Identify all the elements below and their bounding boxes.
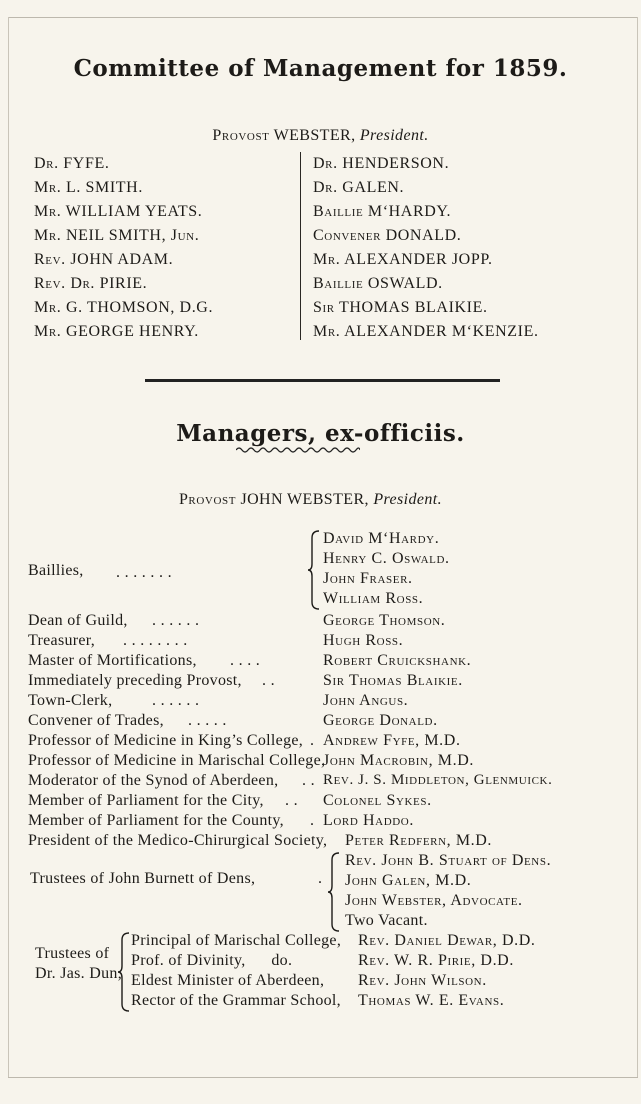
leader-dots: . . . . . — [188, 712, 227, 729]
office-label: Town-Clerk, — [28, 692, 113, 709]
burnett-trustee: Rev. John B. Stuart of Dens. — [345, 852, 552, 869]
leader-dots: . . . . . . — [152, 692, 200, 709]
office-holder: Rev. J. S. Middleton, Glenmuick. — [323, 772, 553, 788]
baillie-name: John Fraser. — [323, 570, 413, 587]
dun-trustee-role: Prof. of Divinity, do. — [131, 952, 293, 969]
leader-dots: . . — [262, 672, 275, 689]
committee-president-prefix: Provost — [212, 127, 270, 144]
wavy-ornament — [236, 446, 360, 454]
left-brace-icon — [307, 530, 321, 610]
managers-president-name: JOHN WEBSTER, — [236, 491, 374, 508]
committee-member: Baillie M‘HARDY. — [313, 203, 452, 220]
managers-president-role: President. — [373, 491, 443, 508]
dun-trustee-role: Principal of Marischal College, — [131, 932, 342, 949]
office-holder: Andrew Fyfe, M.D. — [323, 732, 461, 749]
page-border-bottom — [8, 1077, 638, 1078]
committee-member: Dr. FYFE. — [34, 155, 110, 172]
leader-dots: . . . . . . . — [116, 564, 172, 581]
leader-dots: . — [318, 870, 323, 887]
baillie-name: David M‘Hardy. — [323, 530, 440, 547]
dun-trustee-holder: Thomas W. E. Evans. — [358, 992, 505, 1009]
section-rule — [145, 379, 500, 382]
committee-president-role: President. — [359, 127, 429, 144]
dun-trustees-label: Dr. Jas. Dun, — [35, 965, 123, 982]
leader-dots: . . . . — [230, 652, 261, 669]
committee-member: Mr. G. THOMSON, D.G. — [34, 299, 214, 316]
office-holder: Robert Cruickshank. — [323, 652, 472, 669]
committee-president-name: WEBSTER, — [269, 127, 360, 144]
burnett-trustee: John Galen, M.D. — [345, 872, 472, 889]
baillie-name: Henry C. Oswald. — [323, 550, 450, 567]
office-label: Professor of Medicine in King’s College, — [28, 732, 304, 749]
office-label: President of the Medico-Chirurgical Society, — [28, 832, 328, 849]
office-holder: Colonel Sykes. — [323, 792, 432, 809]
committee-member: Mr. ALEXANDER JOPP. — [313, 251, 493, 268]
page-border-top — [8, 17, 638, 18]
column-divider — [300, 152, 301, 340]
dun-trustees-label: Trustees of — [35, 945, 110, 962]
managers-title: Managers, ex-officiis. — [176, 420, 465, 447]
committee-member: Sir THOMAS BLAIKIE. — [313, 299, 488, 316]
office-label: Immediately preceding Provost, — [28, 672, 242, 689]
leader-dots: . — [310, 732, 315, 749]
office-holder: George Thomson. — [323, 612, 446, 629]
office-holder: George Donald. — [323, 712, 438, 729]
office-holder: John Macrobin, M.D. — [323, 752, 474, 769]
dun-trustee-role: Rector of the Grammar School, — [131, 992, 341, 1009]
burnett-trustee: Two Vacant. — [345, 912, 428, 929]
leader-dots: . . — [285, 792, 298, 809]
leader-dots: . — [310, 812, 315, 829]
committee-member: Mr. GEORGE HENRY. — [34, 323, 199, 340]
burnett-trustee: John Webster, Advocate. — [345, 892, 523, 909]
committee-title: Committee of Management for 1859. — [73, 55, 568, 82]
baillie-name: William Ross. — [323, 590, 424, 607]
office-label: Moderator of the Synod of Aberdeen, — [28, 772, 279, 789]
committee-member: Convener DONALD. — [313, 227, 462, 244]
committee-member: Mr. L. SMITH. — [34, 179, 143, 196]
committee-member: Dr. GALEN. — [313, 179, 405, 196]
managers-president-prefix: Provost — [178, 491, 237, 508]
page-border-right — [637, 17, 638, 1077]
office-holder: John Angus. — [323, 692, 409, 709]
office-holder: Lord Haddo. — [323, 812, 414, 829]
dun-trustee-holder: Rev. John Wilson. — [358, 972, 487, 989]
committee-president-line — [0, 127, 641, 145]
committee-member: Baillie OSWALD. — [313, 275, 443, 292]
leader-dots: . . . . . . — [152, 612, 200, 629]
burnett-trustees-label: Trustees of John Burnett of Dens, — [30, 870, 256, 887]
baillies-label: Baillies, — [28, 562, 84, 579]
office-label: Member of Parliament for the County, — [28, 812, 284, 829]
leader-dots: . . . . . . . . — [123, 632, 188, 649]
leader-dots: . . — [302, 772, 315, 789]
page-border-left — [8, 17, 9, 1077]
office-label: Convener of Trades, — [28, 712, 164, 729]
committee-member: Rev. JOHN ADAM. — [34, 251, 174, 268]
office-label: Treasurer, — [28, 632, 96, 649]
dun-trustee-role: Eldest Minister of Aberdeen, — [131, 972, 325, 989]
left-brace-icon — [327, 852, 341, 932]
office-label: Master of Mortifications, — [28, 652, 197, 669]
office-label: Professor of Medicine in Marischal College, — [28, 752, 326, 769]
committee-member: Dr. HENDERSON. — [313, 155, 450, 172]
committee-member: Mr. NEIL SMITH, Jun. — [34, 227, 200, 244]
managers-president-line — [0, 491, 631, 509]
dun-trustee-holder: Rev. W. R. Pirie, D.D. — [358, 952, 514, 969]
office-label: Member of Parliament for the City, — [28, 792, 264, 809]
committee-member: Mr. WILLIAM YEATS. — [34, 203, 203, 220]
office-holder: Sir Thomas Blaikie. — [323, 672, 463, 689]
office-holder: Peter Redfern, M.D. — [345, 832, 493, 849]
dun-trustee-holder: Rev. Daniel Dewar, D.D. — [358, 932, 536, 949]
committee-member: Rev. Dr. PIRIE. — [34, 275, 148, 292]
left-brace-icon — [117, 932, 131, 1012]
office-label: Dean of Guild, — [28, 612, 128, 629]
committee-member: Mr. ALEXANDER M‘KENZIE. — [313, 323, 539, 340]
office-holder: Hugh Ross. — [323, 632, 404, 649]
